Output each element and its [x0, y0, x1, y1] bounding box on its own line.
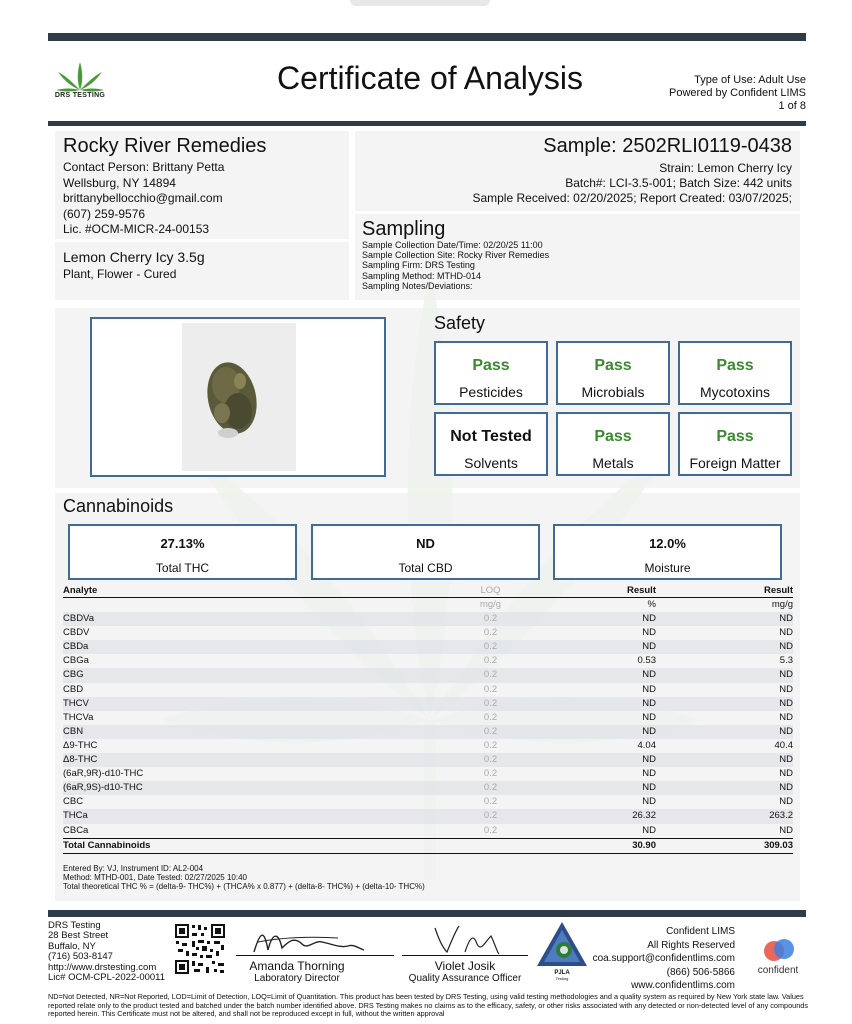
summary-label: Moisture [644, 561, 691, 575]
client-phone: (607) 259-9576 [63, 206, 146, 221]
analyte-result-pct: ND [642, 627, 656, 639]
analyte-name: (6aR,9R)-d10-THC [63, 768, 144, 780]
table-row [63, 654, 793, 668]
table-row [63, 668, 793, 682]
analyte-result-mgg: ND [779, 669, 793, 681]
analyte-loq: 0.2 [483, 697, 498, 709]
confident-logo-icon [756, 935, 802, 965]
summary-label: Total THC [155, 561, 210, 575]
analyte-result-mgg: ND [779, 641, 793, 653]
signer-2-name: Violet Josik [434, 959, 496, 973]
analyte-name: CBCa [63, 824, 89, 836]
test-notes [63, 864, 425, 891]
analyte-loq: 0.2 [483, 796, 498, 808]
safety-label: Pesticides [459, 384, 523, 400]
safety-status: Pass [594, 428, 632, 445]
sampling-line: Sample Collection Date/Time: 02/20/25 11:00 [362, 240, 543, 250]
lab-line: Lic# OCM-CPL-2022-00011 [48, 972, 166, 984]
header-bottom-bar [48, 121, 806, 126]
sampling-line: Sampling Notes/Deviations: [362, 280, 473, 291]
safety-test-metals [556, 412, 670, 476]
summary-label: Total CBD [398, 561, 453, 575]
summary-total-thc [68, 524, 297, 580]
confident-line: (866) 506-5866 [666, 966, 735, 978]
header-result-mgg: Result [656, 585, 793, 598]
summary-value: 12.0% [649, 536, 686, 551]
note-line: Entered By: VJ, Instrument ID: AL2-004 [63, 864, 204, 873]
client-email[interactable]: brittanybellocchio@gmail.com [63, 191, 223, 205]
analyte-result-pct: ND [642, 754, 656, 766]
summary-value: ND [416, 536, 435, 551]
analyte-name: THCV [63, 697, 89, 709]
note-line: Total theoretical THC % = (delta-9- THC%) + (THCA% x 0.877) + (delta-8- THC%) + (delta-10- THC%) [63, 882, 425, 891]
analyte-name: (6aR,9S)-d10-THC [63, 782, 143, 794]
client-contact: Contact Person: Brittany Petta [63, 160, 225, 174]
analyte-result-pct: 26.32 [632, 810, 656, 822]
table-total-row [63, 838, 793, 853]
lab-line: 28 Best Street [48, 930, 109, 942]
analyte-result-mgg: 40.4 [774, 739, 793, 751]
safety-test-foreign-matter [678, 412, 792, 476]
analyte-loq: 0.2 [483, 725, 498, 737]
analyte-name: Δ9-THC [63, 739, 98, 751]
safety-test-mycotoxins [678, 341, 792, 405]
table-header-row [63, 585, 793, 598]
analyte-loq: 0.2 [483, 754, 498, 766]
table-row [63, 767, 793, 781]
safety-label: Solvents [464, 455, 518, 471]
analyte-result-mgg: ND [779, 824, 793, 836]
signer-1-role: Laboratory Director [254, 973, 340, 984]
analyte-loq: 0.2 [483, 739, 498, 751]
qr-code-icon[interactable] [174, 923, 226, 975]
analyte-result-pct: 4.04 [637, 739, 656, 751]
analyte-result-mgg: ND [779, 725, 793, 737]
sampling-line: Sampling Firm: DRS Testing [362, 260, 475, 271]
safety-label: Foreign Matter [689, 455, 781, 471]
client-license: Lic. #OCM-MICR-24-00153 [63, 222, 210, 236]
confident-website-link[interactable]: www.confidentlims.com [631, 980, 735, 991]
header-analyte: Analyte [63, 585, 463, 598]
page-title: Certificate of Analysis [277, 60, 583, 96]
table-row [63, 612, 793, 626]
analyte-result-pct: ND [642, 641, 656, 653]
page-number: 1 of 8 [778, 100, 806, 112]
analyte-result-mgg: 5.3 [779, 655, 793, 667]
analyte-name: CBG [63, 669, 84, 681]
analyte-result-pct: ND [642, 725, 656, 737]
svg-text:PJLA: PJLA [554, 970, 570, 976]
analyte-name: THCVa [63, 711, 94, 723]
table-row [63, 809, 793, 823]
analyte-name: CBC [63, 796, 84, 808]
product-name: Lemon Cherry Icy 3.5g [63, 249, 205, 265]
note-line: Method: MTHD-001, Date Tested: 02/27/2025 10:40 [63, 873, 247, 882]
confident-line: All Rights Reserved [647, 939, 735, 951]
total-analyte-name: Total Cannabinoids [63, 838, 463, 853]
table-row [63, 753, 793, 767]
safety-status: Pass [594, 357, 632, 374]
signer-1-name: Amanda Thorning [249, 959, 345, 973]
signer-2-role: Quality Assurance Officer [408, 973, 522, 984]
signature-2-icon [425, 922, 505, 958]
sample-details [472, 161, 792, 206]
lab-line: Buffalo, NY [48, 940, 96, 952]
safety-test-pesticides [434, 341, 548, 405]
unit-result-pct: % [647, 599, 656, 610]
lab-address [48, 921, 165, 983]
analyte-result-pct: ND [642, 683, 656, 695]
svg-text:Testing: Testing [555, 976, 569, 981]
analyte-loq: 0.2 [483, 669, 498, 681]
analyte-result-pct: ND [642, 782, 656, 794]
total-analyte-result-mgg: 309.03 [656, 838, 793, 853]
safety-label: Microbials [581, 384, 645, 400]
analyte-loq: 0.2 [483, 627, 498, 639]
analyte-result-mgg: ND [779, 768, 793, 780]
analyte-loq: 0.2 [483, 613, 498, 625]
table-row [63, 711, 793, 725]
pjla-accreditation-logo-icon [535, 920, 589, 984]
safety-status: Not Tested [450, 428, 532, 445]
cannabis-bud-icon [182, 323, 296, 471]
analyte-result-pct: ND [642, 824, 656, 836]
sampling-title: Sampling [362, 218, 446, 240]
powered-by: Powered by Confident LIMS [669, 87, 806, 99]
analyte-result-mgg: ND [779, 754, 793, 766]
header-loq: LOQ [463, 585, 518, 598]
analyte-loq: 0.2 [483, 810, 498, 822]
sample-strain: Strain: Lemon Cherry Icy [659, 161, 792, 175]
sample-id: Sample: 2502RLI0119-0438 [543, 135, 792, 157]
analyte-result-mgg: ND [779, 697, 793, 709]
analyte-loq: 0.2 [483, 782, 498, 794]
table-row [63, 725, 793, 739]
header-top-bar [48, 33, 806, 41]
lab-website-link[interactable]: http://www.drstesting.com [48, 961, 157, 973]
total-analyte-result-pct: 30.90 [518, 838, 656, 853]
unit-loq: mg/g [479, 599, 502, 610]
analyte-result-mgg: ND [779, 782, 793, 794]
table-row [63, 795, 793, 809]
signature-line-2 [402, 955, 528, 956]
analyte-name: CBD [63, 683, 84, 695]
table-units-row [63, 598, 793, 613]
analyte-result-pct: 0.53 [637, 655, 656, 667]
safety-status: Pass [716, 357, 754, 374]
unit-analyte [63, 598, 463, 613]
product-type: Plant, Flower - Cured [63, 267, 177, 281]
confident-email-link[interactable]: coa.support@confidentlims.com [592, 953, 735, 964]
safety-status: Pass [472, 357, 510, 374]
safety-label: Mycotoxins [699, 384, 771, 400]
signature-line-1 [236, 955, 394, 956]
analyte-loq: 0.2 [483, 768, 498, 780]
sample-dates: Sample Received: 02/20/2025; Report Created: 03/07/2025; [472, 191, 792, 205]
header-result-pct: Result [518, 585, 656, 598]
summary-moisture [553, 524, 782, 580]
total-analyte-loq [463, 838, 518, 853]
analyte-result-mgg: ND [779, 711, 793, 723]
top-edge-tab [350, 0, 490, 6]
cannabinoid-table [63, 585, 793, 854]
analyte-name: CBDa [63, 641, 89, 653]
table-row [63, 824, 793, 839]
safety-status: Pass [716, 428, 754, 445]
cannabinoids-title: Cannabinoids [63, 496, 174, 516]
analyte-result-pct: ND [642, 669, 656, 681]
analyte-name: CBDV [63, 627, 90, 639]
table-row [63, 626, 793, 640]
safety-label: Metals [592, 455, 634, 471]
analyte-result-pct: ND [642, 711, 656, 723]
safety-title: Safety [434, 313, 486, 333]
lab-line: DRS Testing [48, 920, 101, 931]
analyte-loq: 0.2 [483, 641, 498, 653]
analyte-name: CBDVa [63, 613, 94, 625]
header-meta [669, 74, 806, 113]
analyte-result-mgg: ND [779, 796, 793, 808]
analyte-result-mgg: ND [779, 613, 793, 625]
lab-line: (716) 503-8147 [48, 951, 113, 963]
sampling-line: Sample Collection Site: Rocky River Remedies [362, 250, 550, 261]
analyte-result-mgg: 263.2 [769, 810, 793, 822]
table-row [63, 697, 793, 711]
unit-result-mgg: mg/g [771, 599, 793, 610]
confident-wordmark: confident [757, 965, 799, 976]
analyte-loq: 0.2 [483, 683, 498, 695]
analyte-loq: 0.2 [483, 711, 498, 723]
analyte-loq: 0.2 [483, 655, 498, 667]
signature-1-icon [248, 922, 368, 958]
type-of-use: Type of Use: Adult Use [694, 74, 806, 86]
table-row [63, 640, 793, 654]
confident-line: Confident LIMS [666, 926, 735, 937]
analyte-loq: 0.2 [483, 824, 498, 836]
summary-total-cbd [311, 524, 540, 580]
safety-test-solvents [434, 412, 548, 476]
confident-lims-info [593, 925, 735, 993]
logo-text: DRS TESTING [54, 92, 106, 99]
client-name: Rocky River Remedies [63, 135, 267, 157]
analyte-name: CBN [63, 725, 84, 737]
safety-test-microbials [556, 341, 670, 405]
analyte-result-mgg: ND [779, 683, 793, 695]
sampling-line: Sampling Method: MTHD-014 [362, 270, 482, 281]
table-row [63, 781, 793, 795]
analyte-name: THCa [63, 810, 88, 822]
analyte-result-pct: ND [642, 796, 656, 808]
table-row [63, 739, 793, 753]
analyte-name: CBGa [63, 655, 89, 667]
table-row [63, 683, 793, 697]
client-city: Wellsburg, NY 14894 [63, 175, 176, 190]
product-photo [182, 323, 296, 471]
summary-value: 27.13% [160, 536, 205, 551]
sampling-details [362, 240, 549, 291]
client-details [63, 160, 224, 238]
analyte-result-pct: ND [642, 697, 656, 709]
analyte-result-pct: ND [642, 768, 656, 780]
disclaimer-text: ND=Not Detected, NR=Not Reported, LOD=Limit of Detection, LOQ=Limit of Quantitation. This product has been tested by DRS Testing, using valid testing methodologies and a quality system as required by New York state law. Values reported relate only to the product tested and batched under the batch number identified above. DRS Testing makes no claims as to the efficacy, safety, or other risks associated with any detected or non-detected level of any compounds reported herein. This Certificate must not be altered, and shall not be reproduced except in full, without the written approval [48, 992, 808, 1019]
analyte-result-mgg: ND [779, 627, 793, 639]
analyte-result-pct: ND [642, 613, 656, 625]
analyte-name: Δ8-THC [63, 754, 98, 766]
footer-bar [48, 910, 806, 917]
sample-batch: Batch#: LCI-3.5-001; Batch Size: 442 units [565, 176, 792, 190]
